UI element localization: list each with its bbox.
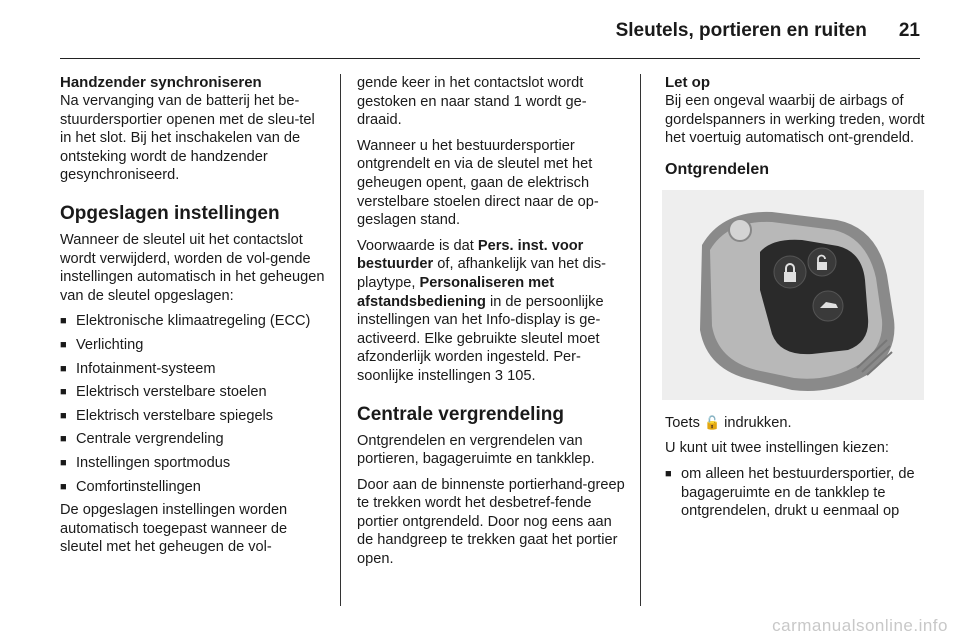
saved-settings-intro: Wanneer de sleutel uit het contactslot wordt verwijderd, worden de vol-gende instellingen automatisch in het geheugen van de sleutel opgeslagen: [60,231,325,304]
seat-memory-paragraph: Wanneer u het bestuurdersportier ontgrendelt en via de sleutel met het geheugen opent, gaan de elektrisch verstelbare stoelen direct naar de op-geslagen stand. [357,137,599,229]
bullet-icon: ■ [60,362,67,375]
page-title: Sleutels, portieren en ruiten [615,20,867,41]
list-item: ■ Centrale vergrendeling [60,431,224,448]
continued-paragraph: gende keer in het contactslot wordt gestoken en naar stand 1 wordt ge-draaid. [357,75,587,129]
press-button-instruction: Toets 🔓 indrukken. [665,414,792,431]
note-heading: Let op [665,74,710,91]
requirement-paragraph: Voorwaarde is dat Pers. inst. voor bestuurder of, afhankelijk van het dis-playtype, Personaliseren met afstandsbediening in de persoonlijke instellingen van het Info-display is ge-activeerd. Elke gebruikte sleutel moet afzonderlijk worden ingesteld. Per-soonlijke instellingen 3 105. [357,237,607,384]
page-header [60,16,920,46]
column-divider-2 [640,74,641,606]
setting-name-driver: Pers. inst. voor bestuurder [357,237,584,273]
bullet-icon: ■ [60,433,67,446]
column-divider-1 [340,74,341,606]
bullet-icon: ■ [60,338,67,351]
sync-paragraph: Na vervanging van de batterij het be-stuurdersportier openen met de sleu-tel in het slot. Bij het inschakelen van de ontsteking wordt de handzender gesynchroniseerd. [60,93,315,184]
column-3 [665,74,925,526]
page-number: 21 [898,20,920,41]
list-item: ■ Elektrisch verstelbare spiegels [60,407,274,424]
watermark: carmanualsonline.info [772,616,948,635]
bullet-icon: ■ [60,456,67,469]
list-item: ■ Verlichting [60,336,144,353]
unlock-icon: 🔓 [703,414,721,430]
list-item: ■ om alleen het bestuurdersportier, de bagageruimte en de tankklep te ontgrendelen, drukt u eenmaal op [665,465,915,520]
bullet-icon: ■ [60,480,67,493]
header-divider [60,58,920,59]
central-locking-intro: Ontgrendelen en vergrendelen van portieren, bagageruimte en tankklep. [357,432,595,468]
central-locking-heading: Centrale vergrendeling [357,403,564,425]
page-reference-icon: 3 [494,367,504,384]
list-item: ■ Infotainment-systeem [60,360,216,377]
saved-settings-list [60,312,326,496]
setting-name-remote: Personaliseren met afstandsbediening [357,274,555,310]
bullet-icon: ■ [665,467,672,480]
column-2 [357,74,625,576]
list-item: ■ Instellingen sportmodus [60,454,231,471]
note-paragraph: Bij een ongeval waarbij de airbags of gordelspanners in werking treden, wordt het voertuig automatisch ont-grendeld. [665,93,925,147]
column-1 [60,74,326,564]
unlock-heading: Ontgrendelen [665,160,770,178]
list-item: ■ Elektronische klimaatregeling (ECC) [60,313,311,330]
door-handle-paragraph: Door aan de binnenste portierhand-greep te trekken wordt het desbetref-fende portier ontgrendeld. Door nog eens aan de handgreep te trekken gaat het portier open. [357,476,625,568]
bullet-icon: ■ [60,409,67,422]
bullet-icon: ■ [60,315,67,328]
unlock-options-list [665,465,925,521]
sync-heading: Handzender synchroniseren [60,74,262,91]
key-fob-illustration [662,190,924,400]
choose-settings-text: U kunt uit twee instellingen kiezen: [665,440,889,457]
list-item: ■ Comfortinstellingen [60,478,201,495]
saved-settings-heading: Opgeslagen instellingen [60,202,280,224]
bullet-icon: ■ [60,386,67,399]
saved-settings-outro: De opgeslagen instellingen worden automatisch toegepast wanneer de sleutel met het geheugen de vol- [60,502,288,556]
list-item: ■ Elektrisch verstelbare stoelen [60,384,267,401]
